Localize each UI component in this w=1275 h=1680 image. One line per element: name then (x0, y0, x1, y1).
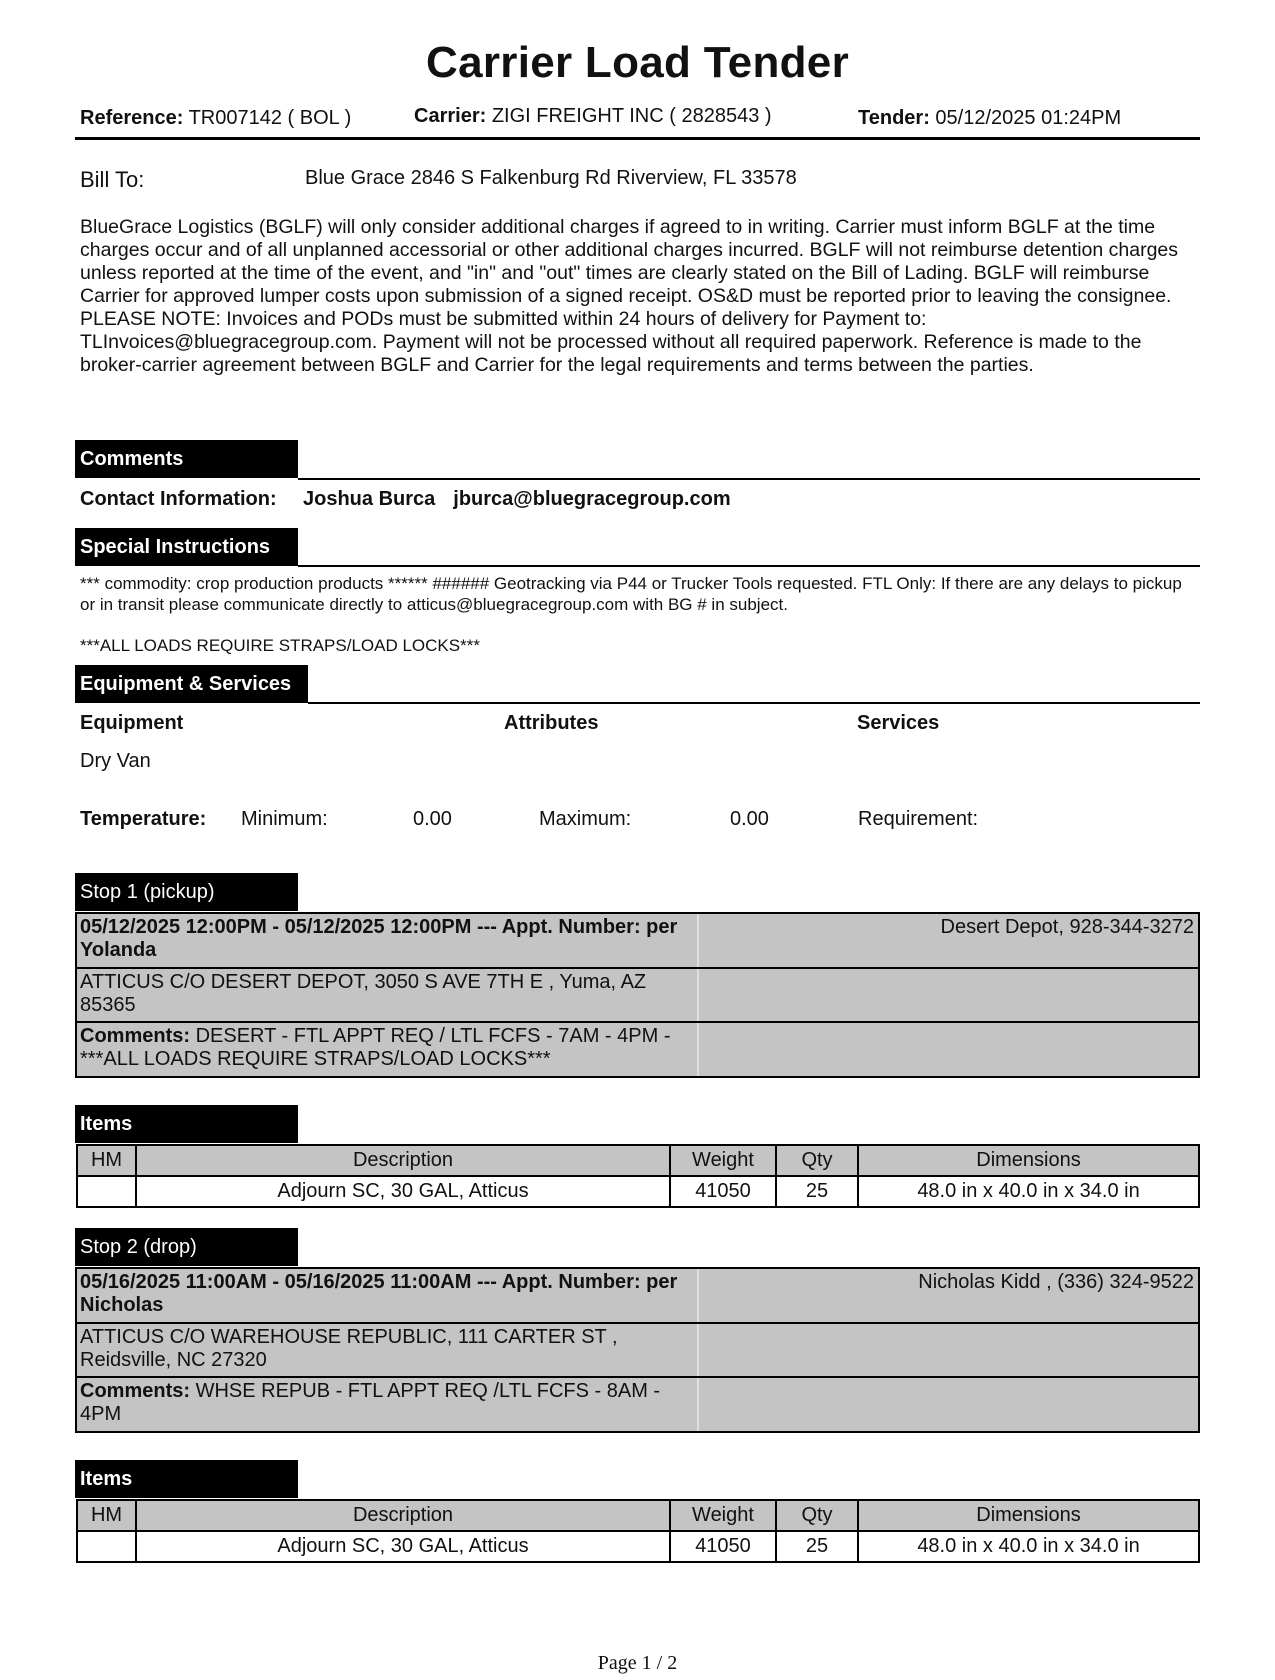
temperature-label: Temperature: (80, 808, 207, 830)
carrier-field (414, 105, 772, 128)
dimensions-column-header: Dimensions (858, 1145, 1199, 1176)
tender-field (858, 107, 1121, 130)
stop-1-comments-row (77, 1023, 1198, 1076)
item-qty: 25 (776, 1531, 858, 1562)
stop-1-contact: Desert Depot, 928-344-3272 (940, 916, 1194, 938)
item-dimensions: 48.0 in x 40.0 in x 34.0 in (858, 1531, 1199, 1562)
dimensions-column-header: Dimensions (858, 1500, 1199, 1531)
stop-2-header: Stop 2 (drop) (75, 1228, 298, 1266)
special-instructions-header: Special Instructions (75, 528, 298, 566)
special-instructions-divider (298, 565, 1200, 567)
description-column-header: Description (136, 1500, 670, 1531)
stop-1-comments-text: DESERT - FTL APPT REQ / LTL FCFS - 7AM - 4PM - ***ALL LOADS REQUIRE STRAPS/LOAD LOCKS*** (80, 1025, 671, 1070)
qty-column-header: Qty (776, 1145, 858, 1176)
stop-1-comments (80, 1025, 700, 1071)
bill-to-value: Blue Grace 2846 S Falkenburg Rd Riverview, FL 33578 (305, 167, 797, 189)
maximum-value: 0.00 (730, 808, 769, 830)
header-divider (75, 137, 1200, 140)
maximum-label: Maximum: (539, 808, 632, 830)
reference-label: Reference: (80, 107, 184, 129)
equipment-column-header: Equipment (80, 712, 184, 734)
stop-2-appointment-row (77, 1269, 1198, 1324)
stop-2-comments-row (77, 1378, 1198, 1431)
bill-to-label: Bill To: (80, 167, 145, 192)
requirement-label: Requirement: (858, 808, 979, 830)
comments-header: Comments (75, 440, 298, 478)
contact-label: Contact Information: (80, 488, 277, 510)
item-hm (77, 1176, 136, 1207)
stop-1-appointment: 05/12/2025 12:00PM - 05/12/2025 12:00PM --- Appt. Number: per Yolanda (80, 916, 678, 961)
item-description: Adjourn SC, 30 GAL, Atticus (136, 1531, 670, 1562)
stop-1-header: Stop 1 (pickup) (75, 873, 298, 911)
item-weight: 41050 (670, 1176, 776, 1207)
hm-column-header: HM (77, 1500, 136, 1531)
minimum-value: 0.00 (413, 808, 452, 830)
tender-label: Tender: (858, 107, 930, 129)
equipment-services-header: Equipment & Services (75, 665, 308, 703)
item-description: Adjourn SC, 30 GAL, Atticus (136, 1176, 670, 1207)
hm-column-header: HM (77, 1145, 136, 1176)
stop-2-address-row (77, 1324, 1198, 1378)
minimum-label: Minimum: (241, 808, 328, 830)
table-header-row (77, 1500, 1199, 1531)
weight-column-header: Weight (670, 1500, 776, 1531)
reference-field (80, 107, 351, 130)
stop-2-details (75, 1267, 1200, 1433)
item-qty: 25 (776, 1176, 858, 1207)
contact-information (80, 488, 731, 511)
stop-1-items-table (76, 1144, 1200, 1208)
stop-2-appointment: 05/16/2025 11:00AM - 05/16/2025 11:00AM --- Appt. Number: per Nicholas (80, 1271, 678, 1316)
carrier-value: ZIGI FREIGHT INC ( 2828543 ) (491, 105, 772, 127)
table-row (77, 1176, 1199, 1207)
contact-email: jburca@bluegracegroup.com (453, 488, 731, 510)
attributes-column-header: Attributes (504, 712, 599, 734)
page-title: Carrier Load Tender (426, 38, 849, 87)
special-instructions-text: *** commodity: crop production products ****** ###### Geotracking via P44 or Trucker Tools requested. FTL Only: If there are any delays to pickup or in transit please communicate directly to atticus@bluegracegroup.com with BG # in subject. (80, 574, 1182, 614)
stop-1-address-row (77, 969, 1198, 1023)
equipment-value: Dry Van (80, 750, 151, 772)
stop-1-items-header: Items (75, 1105, 298, 1143)
page-number: Page 1 / 2 (597, 1652, 678, 1674)
stop-1-comments-label: Comments: (80, 1025, 191, 1047)
qty-column-header: Qty (776, 1500, 858, 1531)
comments-divider (298, 478, 1200, 480)
stop-2-comments-label: Comments: (80, 1380, 191, 1402)
equipment-divider (308, 702, 1200, 704)
stop-1-appointment-row (77, 914, 1198, 969)
stop-1-details (75, 912, 1200, 1078)
stop-2-items-table (76, 1499, 1200, 1563)
stop-2-comments-text: WHSE REPUB - FTL APPT REQ /LTL FCFS - 8AM - 4PM (80, 1380, 661, 1425)
weight-column-header: Weight (670, 1145, 776, 1176)
stop-2-comments (80, 1380, 700, 1426)
stop-2-contact: Nicholas Kidd , (336) 324-9522 (918, 1271, 1194, 1293)
stop-2-address: ATTICUS C/O WAREHOUSE REPUBLIC, 111 CARTER ST , Reidsville, NC 27320 (80, 1326, 618, 1371)
stop-1-address: ATTICUS C/O DESERT DEPOT, 3050 S AVE 7TH E , Yuma, AZ 85365 (80, 971, 647, 1016)
table-header-row (77, 1145, 1199, 1176)
services-column-header: Services (857, 712, 940, 734)
description-column-header: Description (136, 1145, 670, 1176)
table-row (77, 1531, 1199, 1562)
item-weight: 41050 (670, 1531, 776, 1562)
item-dimensions: 48.0 in x 40.0 in x 34.0 in (858, 1176, 1199, 1207)
stop-2-items-header: Items (75, 1460, 298, 1498)
terms-paragraph: BlueGrace Logistics (BGLF) will only consider additional charges if agreed to in writing. Carrier must inform BGLF at the time charges occur and of all unplanned accessorial or other additional charges incurred. BGLF will not reimburse detention charges unless reported at the time of the event, and "in" and "out" times are clearly stated on the Bill of Lading. BGLF will reimburse Carrier for approved lumper costs upon submission of a signed receipt. OS&D must be reported prior to leaving the consignee. PLEASE NOTE: Invoices and PODs must be submitted within 24 hours of delivery for Payment to: TLInvoices@bluegracegroup.com. Payment will not be processed without all required paperwork. Reference is made to the broker-carrier agreement between BGLF and Carrier for the legal requirements and terms between the parties. (80, 216, 1179, 376)
special-instructions-straps: ***ALL LOADS REQUIRE STRAPS/LOAD LOCKS*** (80, 636, 480, 655)
contact-name: Joshua Burca (303, 488, 436, 510)
reference-value: TR007142 ( BOL ) (188, 107, 352, 129)
carrier-label: Carrier: (414, 105, 487, 127)
tender-value: 05/12/2025 01:24PM (935, 107, 1122, 129)
item-hm (77, 1531, 136, 1562)
